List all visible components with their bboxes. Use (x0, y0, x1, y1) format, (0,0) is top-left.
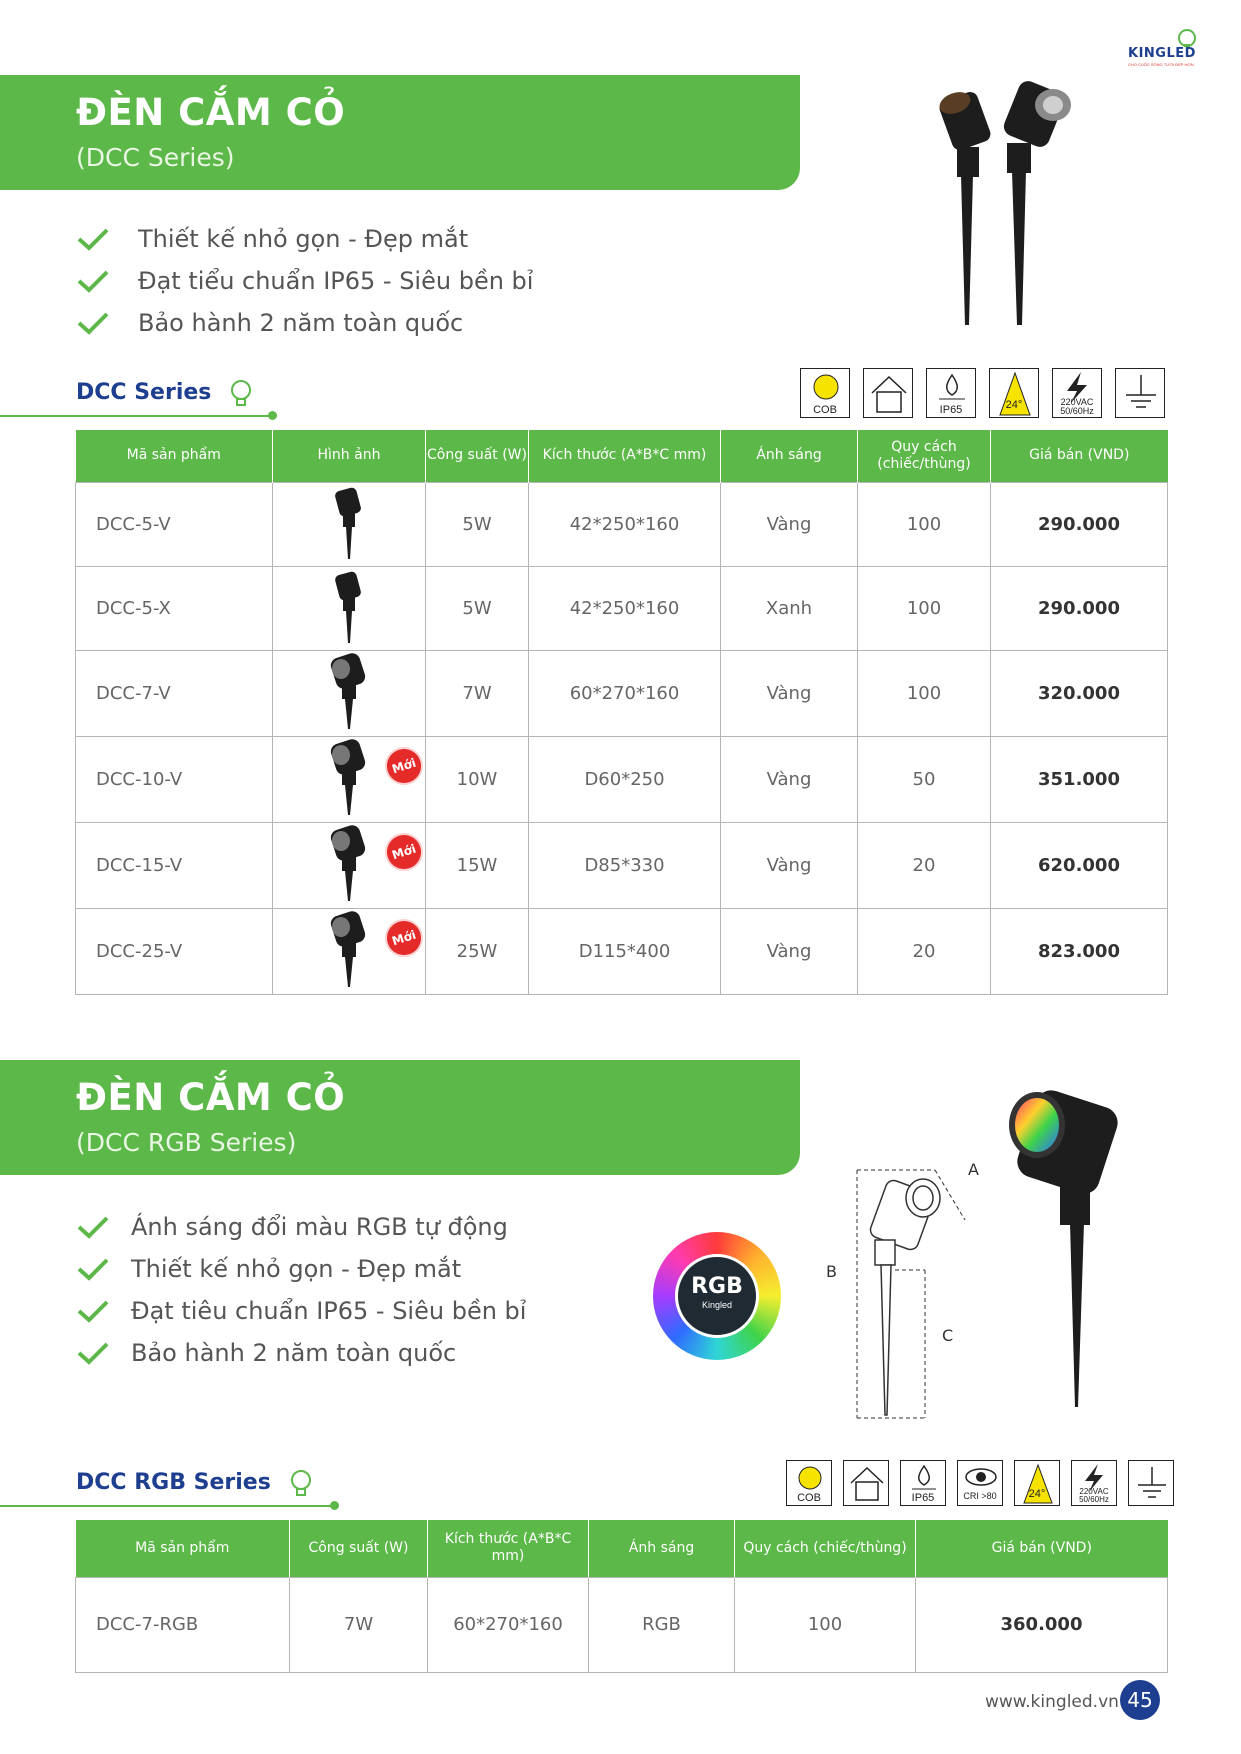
table-header-row (76, 1520, 1168, 1577)
check-icon (76, 1256, 110, 1282)
section1-spec-icons (800, 368, 1165, 418)
col-header-light: Ánh sáng (721, 430, 858, 482)
section2-banner (0, 1060, 800, 1175)
cell-code: DCC-5-V (76, 482, 273, 566)
product-thumbnail (329, 567, 369, 645)
cell-power: 7W (426, 650, 529, 736)
section2-spec-icons (786, 1460, 1174, 1506)
bulb-icon (1172, 28, 1202, 48)
cell-power: 15W (426, 822, 529, 908)
check-icon (76, 226, 110, 252)
dimension-label-b: B (826, 1262, 837, 1281)
cob-icon: COB (800, 368, 850, 418)
product-image-dcc (925, 75, 1095, 330)
col-header-power: Công suất (W) (290, 1520, 428, 1577)
section1-banner (0, 75, 800, 190)
feature-item: Ánh sáng đổi màu RGB tự động (76, 1206, 526, 1248)
col-header-size: Kích thước (A*B*C mm) (529, 430, 721, 482)
section1-price-table (75, 430, 1168, 995)
cell-size: D60*250 (529, 736, 721, 822)
bulb-icon (288, 1468, 314, 1498)
rgb-badge (653, 1232, 781, 1360)
section1-title: ĐÈN CẮM CỎ (76, 91, 346, 134)
page-number: 45 (1120, 1680, 1160, 1720)
cell-size: 42*250*160 (529, 482, 721, 566)
cell-light: Xanh (721, 566, 858, 650)
product-thumbnail (327, 651, 371, 731)
col-header-image: Hình ảnh (273, 430, 426, 482)
cell-pack: 20 (858, 822, 991, 908)
table-row (76, 650, 1168, 736)
cell-pack: 100 (858, 566, 991, 650)
new-badge: Mới (380, 828, 428, 876)
section-divider (0, 415, 270, 417)
table-row (76, 482, 1168, 566)
cell-light: RGB (589, 1577, 735, 1672)
cell-power: 10W (426, 736, 529, 822)
cell-power: 5W (426, 482, 529, 566)
cell-size: 60*270*160 (529, 650, 721, 736)
cell-code: DCC-7-RGB (76, 1577, 290, 1672)
beam-angle-icon: 24° (989, 368, 1039, 418)
cell-power: 7W (290, 1577, 428, 1672)
table-header-row (76, 430, 1168, 482)
cob-icon: COB (786, 1460, 832, 1506)
cell-code: DCC-15-V (76, 822, 273, 908)
feature-item: Thiết kế nhỏ gọn - Đẹp mắt (76, 218, 533, 260)
rgb-badge-brand: Kingled (701, 1300, 733, 1310)
col-header-price: Giá bán (VND) (916, 1520, 1168, 1577)
section2-features (76, 1206, 526, 1374)
cell-pack: 100 (735, 1577, 916, 1672)
cell-image (273, 650, 426, 736)
cell-power: 25W (426, 908, 529, 994)
cell-price: 360.000 (916, 1577, 1168, 1672)
cell-power: 5W (426, 566, 529, 650)
cell-pack: 100 (858, 650, 991, 736)
cell-price: 290.000 (991, 566, 1168, 650)
feature-item: Đạt tiểu chuẩn IP65 - Siêu bền bỉ (76, 260, 533, 302)
col-header-pack: Quy cách (chiếc/thùng) (735, 1520, 916, 1577)
ip65-icon: IP65 (900, 1460, 946, 1506)
cell-size: D115*400 (529, 908, 721, 994)
ground-icon (1128, 1460, 1174, 1506)
dimension-diagram (855, 1150, 975, 1425)
website-link[interactable]: www.kingled.vn (985, 1692, 1119, 1712)
section1-subtitle: (DCC Series) (76, 143, 235, 172)
indoor-outdoor-icon (843, 1460, 889, 1506)
bulb-icon (228, 378, 254, 408)
product-image-dcc-rgb (1000, 1085, 1140, 1410)
cell-price: 290.000 (991, 482, 1168, 566)
section-divider-dot (330, 1501, 339, 1510)
section-divider (0, 1505, 332, 1507)
check-icon (76, 1214, 110, 1240)
logo-text: KINGLED (1128, 46, 1196, 61)
col-header-size: Kích thước (A*B*C mm) (428, 1520, 589, 1577)
dimension-label-a: A (968, 1160, 979, 1179)
cell-price: 620.000 (991, 822, 1168, 908)
product-thumbnail (327, 737, 371, 817)
cell-code: DCC-25-V (76, 908, 273, 994)
ip65-icon: IP65 (926, 368, 976, 418)
cell-price: 320.000 (991, 650, 1168, 736)
new-badge: Mới (380, 742, 428, 790)
cell-size: D85*330 (529, 822, 721, 908)
product-thumbnail (327, 823, 371, 903)
cell-price: 823.000 (991, 908, 1168, 994)
cell-light: Vàng (721, 736, 858, 822)
cell-code: DCC-5-X (76, 566, 273, 650)
check-icon (76, 310, 110, 336)
check-icon (76, 1340, 110, 1366)
cell-pack: 100 (858, 482, 991, 566)
feature-item: Đạt tiêu chuẩn IP65 - Siêu bền bỉ (76, 1290, 526, 1332)
indoor-outdoor-icon (863, 368, 913, 418)
cell-image (273, 736, 426, 822)
brand-logo (1128, 28, 1228, 72)
beam-angle-icon: 24° (1014, 1460, 1060, 1506)
product-thumbnail (327, 909, 371, 989)
table-row (76, 908, 1168, 994)
cell-price: 351.000 (991, 736, 1168, 822)
table-row (76, 566, 1168, 650)
cell-image (273, 908, 426, 994)
product-thumbnail (329, 483, 369, 561)
new-badge: Mới (380, 914, 428, 962)
table-row (76, 822, 1168, 908)
section1-features (76, 218, 533, 344)
col-header-power: Công suất (W) (426, 430, 529, 482)
col-header-pack: Quy cách (chiếc/thùng) (858, 430, 991, 482)
section-divider-dot (268, 411, 277, 420)
cell-size: 42*250*160 (529, 566, 721, 650)
cell-light: Vàng (721, 650, 858, 736)
cell-image (273, 482, 426, 566)
feature-item: Thiết kế nhỏ gọn - Đẹp mắt (76, 1248, 526, 1290)
table-row (76, 1577, 1168, 1672)
cell-light: Vàng (721, 482, 858, 566)
cell-light: Vàng (721, 908, 858, 994)
section2-title: ĐÈN CẮM CỎ (76, 1076, 346, 1119)
check-icon (76, 268, 110, 294)
voltage-icon: 220VAC 50/60Hz (1071, 1460, 1117, 1506)
feature-item: Bảo hành 2 năm toàn quốc (76, 302, 533, 344)
section1-series-title: DCC Series (76, 380, 212, 405)
section2-price-table (75, 1520, 1168, 1673)
section2-series-title: DCC RGB Series (76, 1470, 271, 1495)
col-header-code: Mã sản phẩm (76, 1520, 290, 1577)
feature-item: Bảo hành 2 năm toàn quốc (76, 1332, 526, 1374)
cell-size: 60*270*160 (428, 1577, 589, 1672)
check-icon (76, 1298, 110, 1324)
rgb-badge-title: RGB (691, 1274, 743, 1299)
cell-code: DCC-7-V (76, 650, 273, 736)
logo-tagline: CHO CUỘC SỐNG TƯƠI ĐẸP HƠN (1128, 62, 1194, 67)
section2-subtitle: (DCC RGB Series) (76, 1128, 297, 1157)
table-row (76, 736, 1168, 822)
cell-image (273, 566, 426, 650)
voltage-icon: 220VAC 50/60Hz (1052, 368, 1102, 418)
cell-image (273, 822, 426, 908)
cri-icon: CRI >80 (957, 1460, 1003, 1506)
cell-code: DCC-10-V (76, 736, 273, 822)
col-header-light: Ánh sáng (589, 1520, 735, 1577)
cell-pack: 50 (858, 736, 991, 822)
cell-pack: 20 (858, 908, 991, 994)
dimension-label-c: C (942, 1326, 954, 1345)
col-header-price: Giá bán (VND) (991, 430, 1168, 482)
cell-light: Vàng (721, 822, 858, 908)
ground-icon (1115, 368, 1165, 418)
col-header-code: Mã sản phẩm (76, 430, 273, 482)
